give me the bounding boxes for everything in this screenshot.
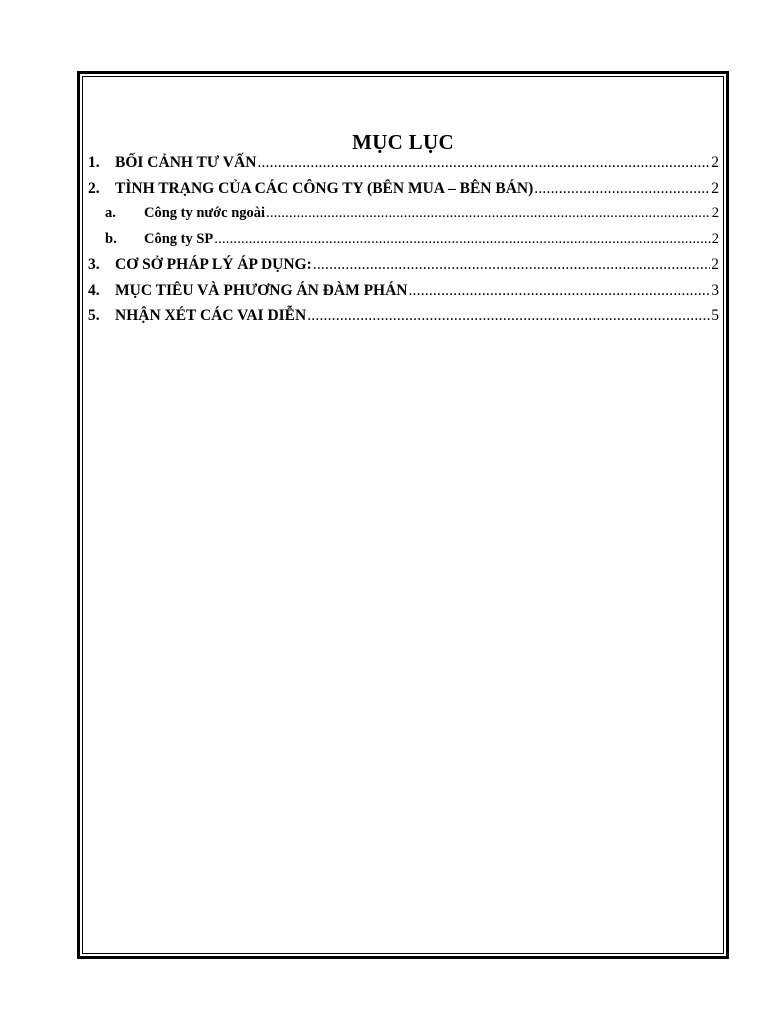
toc-dot-leader — [214, 231, 710, 248]
toc-dot-leader — [408, 282, 710, 300]
toc-dot-leader — [313, 256, 710, 274]
toc-entry-label: Công ty SP — [144, 230, 214, 247]
toc-entry-3[interactable] — [88, 256, 719, 282]
toc-entry-number: a. — [105, 205, 116, 221]
toc-entry-2b[interactable] — [88, 231, 719, 257]
toc-title: MỤC LỤC — [352, 130, 454, 154]
toc-entry-number: 2. — [88, 179, 100, 197]
toc-entry-number: 5. — [88, 307, 100, 324]
toc-entry-page: 2 — [711, 205, 719, 221]
toc-entry-label: CƠ SỞ PHÁP LÝ ÁP DỤNG: — [115, 256, 312, 273]
toc-entry-page: 5 — [711, 307, 719, 324]
toc-entry-label: MỤC TIÊU VÀ PHƯƠNG ÁN ĐÀM PHÁN — [115, 281, 408, 299]
toc-entry-label: TÌNH TRẠNG CỦA CÁC CÔNG TY (BÊN MUA – BÊN BÁN) — [115, 179, 534, 197]
toc-entry-page: 2 — [711, 230, 719, 247]
toc-dot-leader — [307, 307, 710, 325]
toc-entry-number: 1. — [88, 154, 100, 171]
toc-entry-page: 3 — [711, 281, 719, 299]
toc-entry-page: 2 — [711, 256, 719, 273]
toc-entry-page: 2 — [711, 154, 719, 171]
toc-list — [88, 154, 719, 333]
toc-entry-number: 3. — [88, 256, 100, 273]
toc-entry-5[interactable] — [88, 307, 719, 333]
toc-entry-label: NHẬN XÉT CÁC VAI DIỄN — [115, 307, 307, 324]
toc-entry-2[interactable] — [88, 180, 719, 206]
toc-entry-4[interactable] — [88, 282, 719, 308]
toc-entry-number: b. — [105, 230, 117, 247]
toc-entry-label: BỐI CẢNH TƯ VẤN — [115, 154, 257, 171]
toc-entry-label: Công ty nước ngoài — [144, 205, 266, 221]
toc-dot-leader — [257, 154, 710, 172]
toc-entry-1[interactable] — [88, 154, 719, 180]
toc-entry-2a[interactable] — [88, 205, 719, 231]
toc-entry-page: 2 — [711, 179, 719, 197]
toc-entry-number: 4. — [88, 281, 100, 299]
toc-dot-leader — [534, 180, 710, 198]
toc-dot-leader — [266, 205, 711, 222]
